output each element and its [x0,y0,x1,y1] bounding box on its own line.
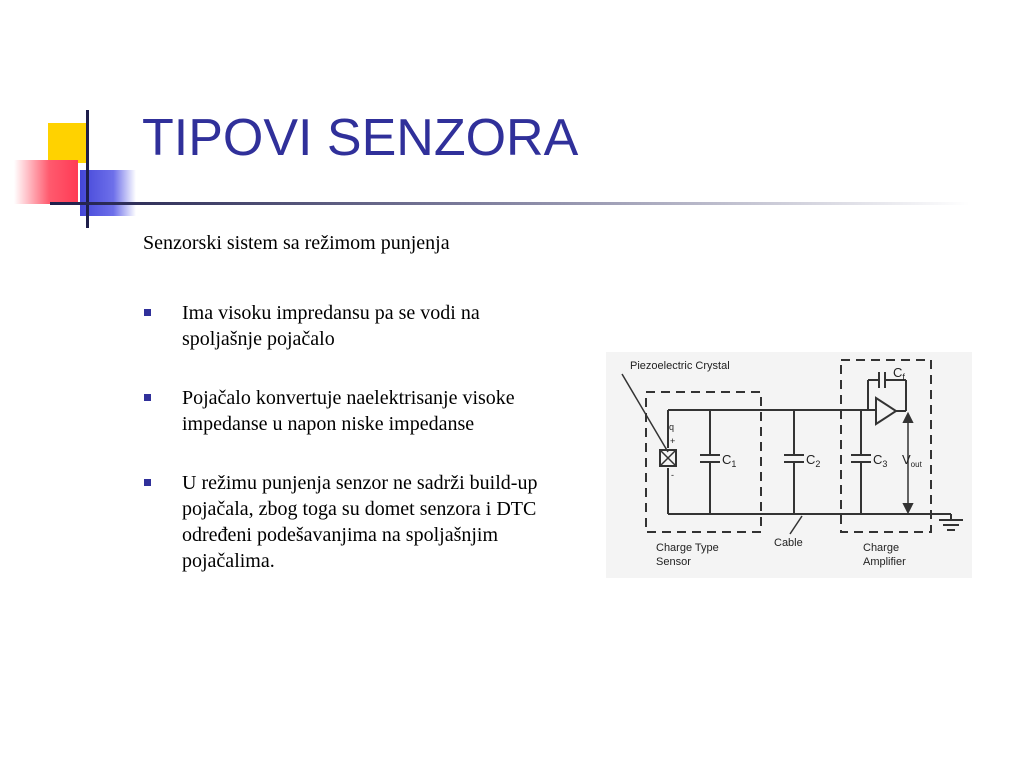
label-cable: Cable [774,537,803,549]
label-c2: $C_2$ [806,452,821,469]
label-cf: $C_f$ [893,365,905,382]
slide-subtitle: Senzorski sistem sa režimom punjenja [143,232,450,254]
label-charge-q: q [669,422,675,432]
bullet-text: U režimu punjenja senzor ne sadrži build-up pojačala, zbog toga su domet senzora i DTC određeni podešavanjima na spoljašnjim pojačalima. [182,472,538,572]
bullet-text: Pojačalo konvertuje naelektrisanje visoke impedanse u napon niske impedanse [182,387,515,435]
bullet-square-icon [144,394,151,401]
bullet-item [144,470,554,574]
charge-sensor-circuit-diagram [606,352,972,578]
label-sensor-line2: Sensor [656,556,691,568]
bullet-item [144,300,554,352]
label-vout: $V_{out}$ [902,452,922,469]
decor-red-block [14,160,78,204]
decor-yellow-square [48,123,88,163]
bullet-text: Ima visoku impredansu pa se vodi na spoljašnje pojačalo [182,302,480,350]
label-c3: $C_3$ [873,452,888,469]
crystal-leader-line [622,374,668,452]
label-piezoelectric-crystal: Piezoelectric Crystal [630,360,730,372]
label-sensor-line1: Charge Type [656,542,719,554]
amplifier-triangle [876,398,896,424]
slide-title: TIPOVI SENZORA [142,109,579,167]
label-minus: - [671,470,674,480]
label-amplifier-line1: Charge [863,542,900,554]
bullet-item [144,385,554,437]
decor-vertical-line [86,110,89,228]
bullet-list [144,300,554,607]
bullet-square-icon [144,309,151,316]
label-amplifier-line2: Amplifier [863,556,906,568]
bullet-square-icon [144,479,151,486]
decor-horizontal-rule [50,202,970,205]
cable-leader-line [790,516,802,534]
label-plus: + [670,436,676,446]
circuit-svg [606,352,972,578]
label-c1: $C_1$ [722,452,737,469]
